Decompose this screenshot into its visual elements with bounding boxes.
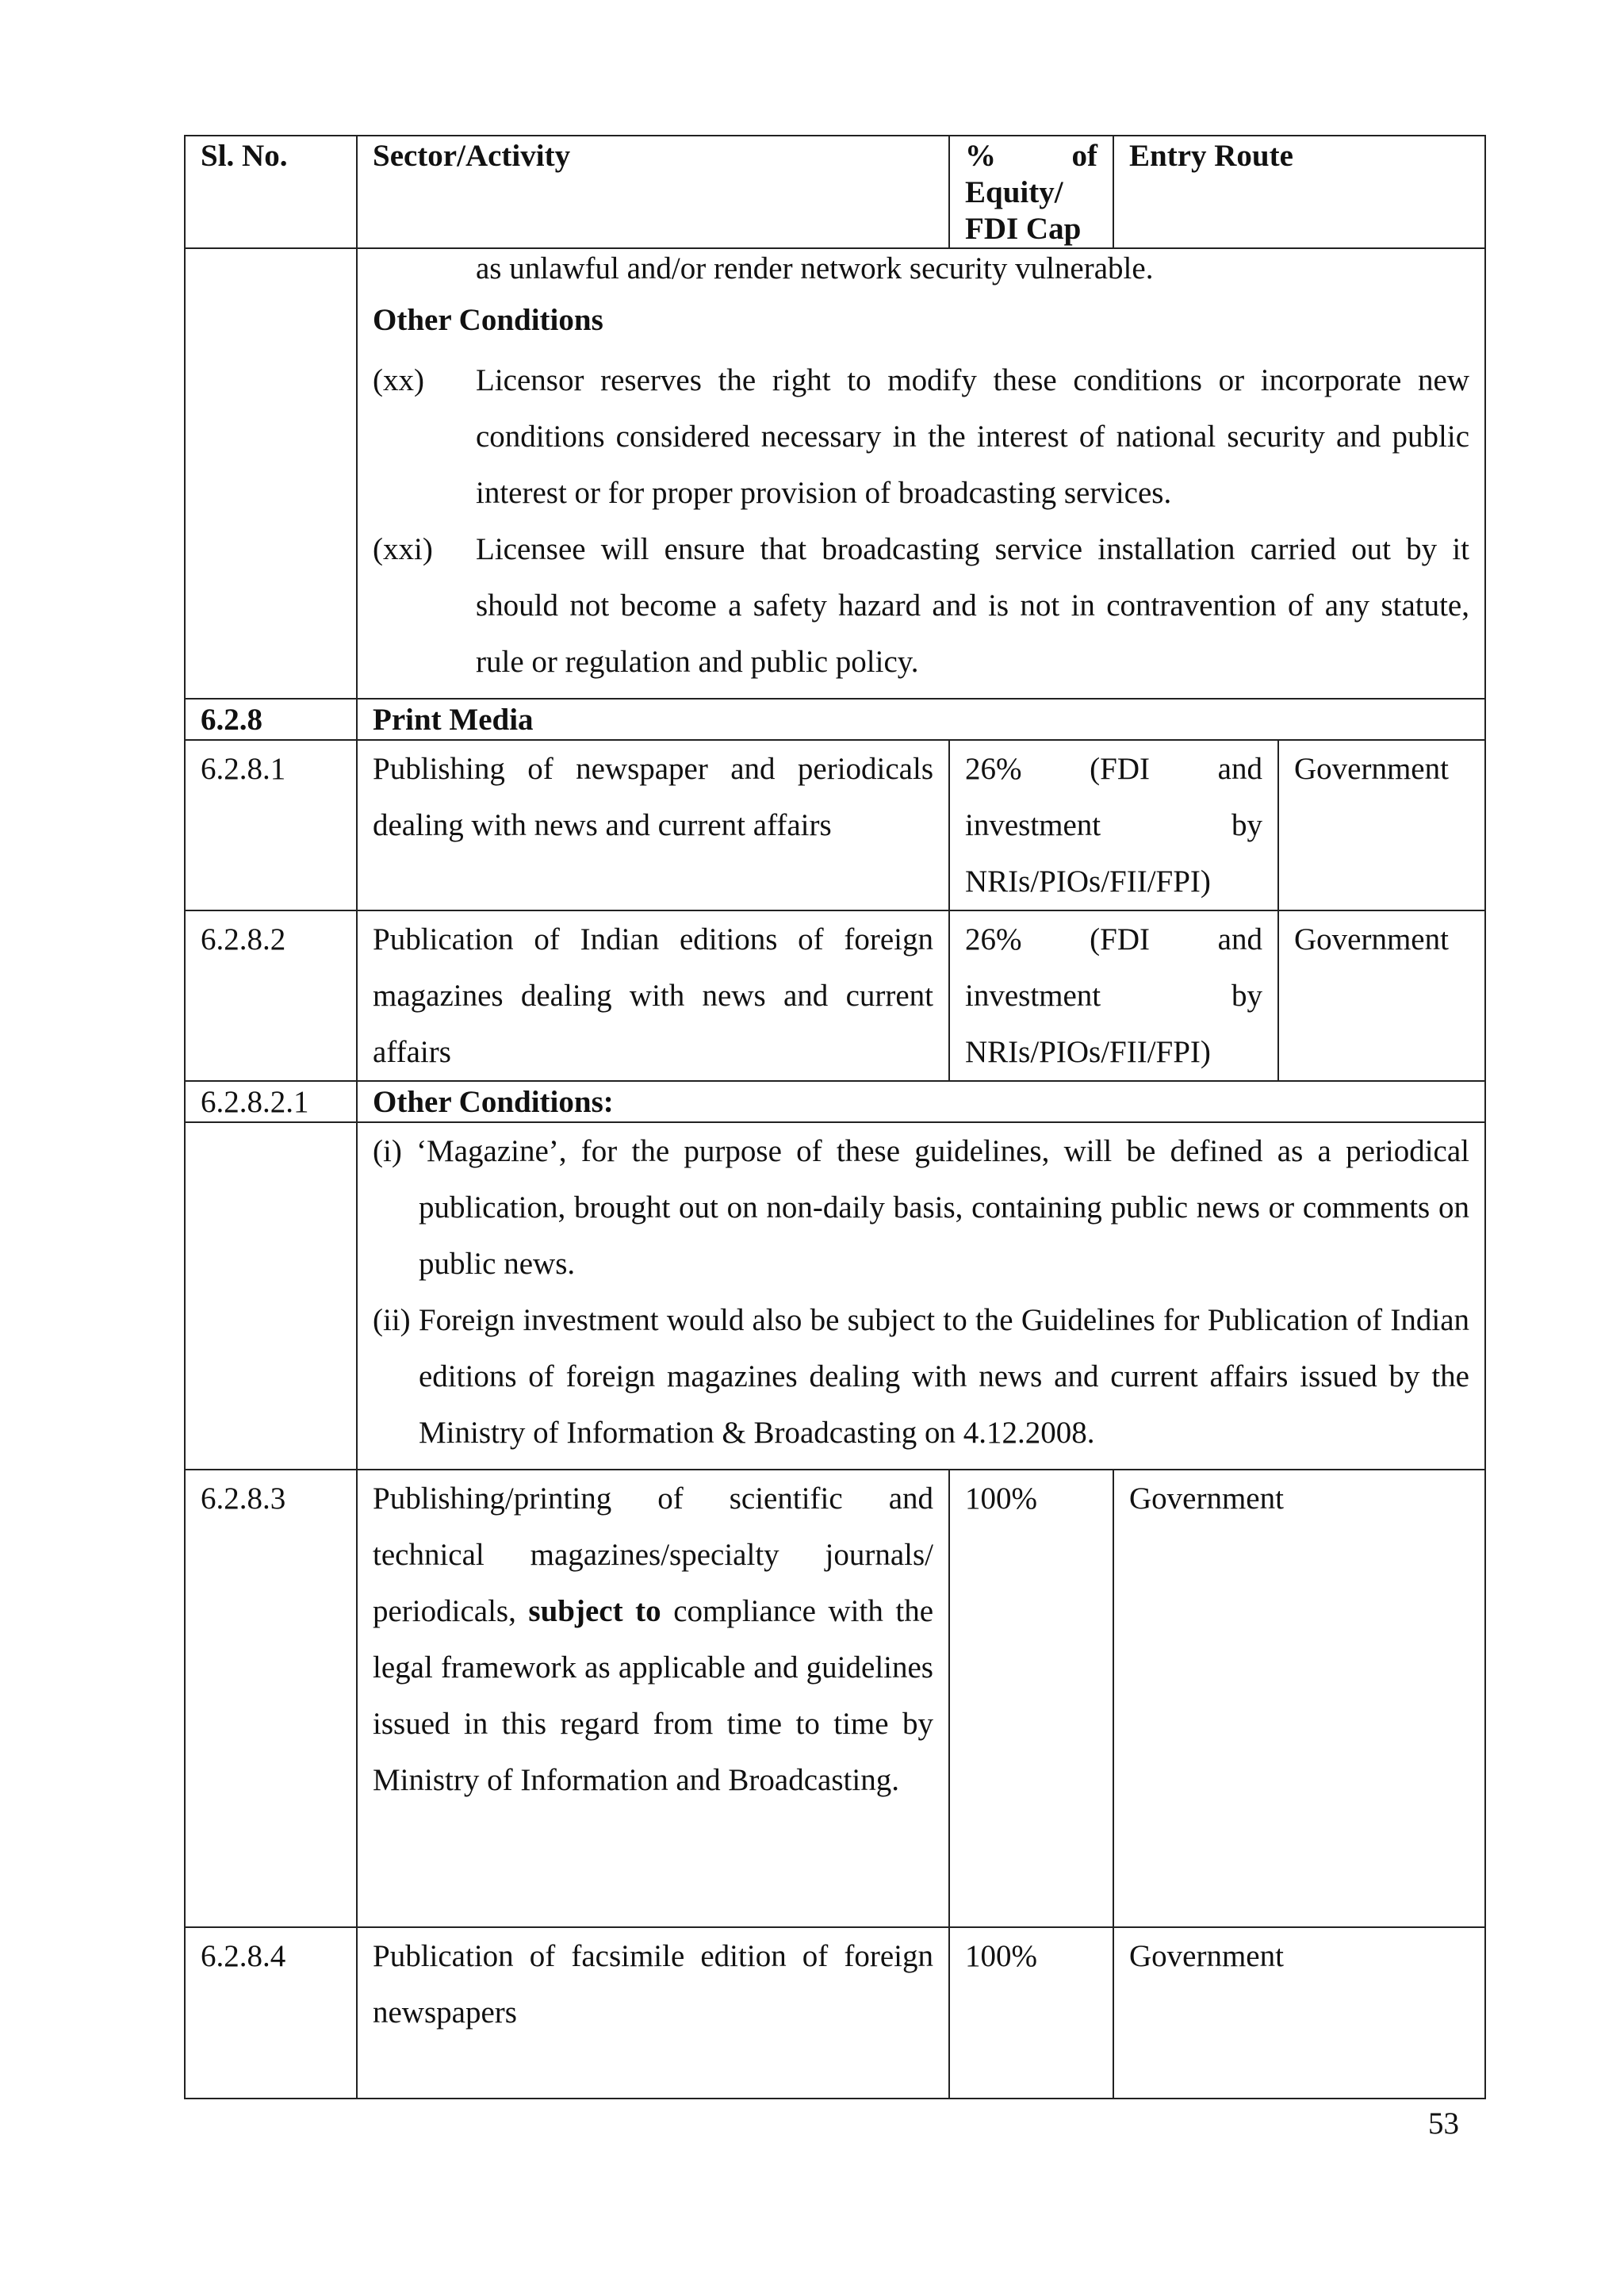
row-sector-post: compliance with the legal framework as applicable and guidelines issued in this regard from time to time by Ministry of Information and Broadcasting. [373,1594,934,1797]
other-conditions-heading-row [185,1081,1485,1122]
continuation-carry-line: as unlawful and/or render network security vulnerable. [476,251,1154,286]
continuation-row [185,248,1485,699]
condition-text: Licensee will ensure that broadcasting service installation carried out by it should not become a safety hazard and is not in contravention of any statute, rule or regulation and public policy. [476,532,1469,679]
other-conditions-sl: 6.2.8.2.1 [185,1081,357,1122]
row-sl: 6.2.8.3 [185,1470,357,1927]
table-row [185,1470,1485,1927]
header-sector: Sector/Activity [357,136,949,248]
row-route: Government [1113,1927,1485,2099]
row-sector-pre: Publishing/printing of scientific and technical magazines/specialty journals/ periodicals, [373,1481,933,1628]
condition-item-xxi [373,521,1469,690]
condition-num: (xxi) [373,532,433,566]
other-conditions-title: Other Conditions: [357,1081,1485,1122]
row-cap: 100% [949,1470,1113,1927]
header-entry-route: Entry Route [1113,136,1485,248]
row-route: Government [1278,740,1485,910]
row-sector [357,1470,949,1927]
table-header-row [185,136,1485,248]
other-conditions-heading: Other Conditions [373,303,603,337]
table-row [185,1927,1485,2099]
section-sl: 6.2.8 [185,699,357,740]
row-sector-bold: subject to [528,1594,661,1628]
row-sl: 6.2.8.2 [185,910,357,1081]
continuation-sl-cell [185,248,357,699]
other-conditions-body-row [185,1122,1485,1470]
table-row [185,740,1485,910]
section-row-print-media [185,699,1485,740]
row-cap: 26% (FDI and investment by NRIs/PIOs/FII/FPI) [949,910,1278,1081]
row-sector: Publishing of newspaper and periodicals dealing with news and current affairs [357,740,949,910]
fdi-sector-table [184,135,1486,2099]
continuation-cell [357,248,1485,699]
row-sector: Publication of facsimile edition of foreign newspapers [357,1927,949,2099]
header-pct-sign: % [965,139,996,173]
condition-text: Licensor reserves the right to modify these conditions or incorporate new conditions considered necessary in the interest of national security and public interest or for proper provision of broadcasting services. [476,363,1469,510]
foreign-investment-item: (ii) Foreign investment would also be subject to the Guidelines for Publication of Indian editions of foreign magazines dealing with news and current affairs issued by the Ministry of Information & Broadcasting on 4.12.2008. [373,1303,1469,1450]
row-route: Government [1113,1470,1485,1927]
row-sector: Publication of Indian editions of foreign magazines dealing with news and current affairs [357,910,949,1081]
header-equity-cap [949,136,1113,248]
row-cap: 26% (FDI and investment by NRIs/PIOs/FII/FPI) [949,740,1278,910]
row-sl: 6.2.8.1 [185,740,357,910]
row-route: Government [1278,910,1485,1081]
header-pct-line3: FDI Cap [965,212,1082,246]
page-number: 53 [1428,2106,1459,2141]
table-row [185,910,1485,1081]
header-pct-of: of [1071,139,1097,173]
section-title: Print Media [357,699,1485,740]
header-sl-no: Sl. No. [185,136,357,248]
condition-num: (xx) [373,363,424,397]
magazine-definition-item: (i) ‘Magazine’, for the purpose of these guidelines, will be defined as a periodical publication, brought out on non-daily basis, containing public news or comments on public news. [373,1134,1469,1281]
other-conditions-body [357,1122,1485,1470]
row-sl: 6.2.8.4 [185,1927,357,2099]
row-cap: 100% [949,1927,1113,2099]
header-pct-line2: Equity/ [965,175,1063,209]
other-conditions-sl-empty [185,1122,357,1470]
condition-item-xx [373,352,1469,521]
